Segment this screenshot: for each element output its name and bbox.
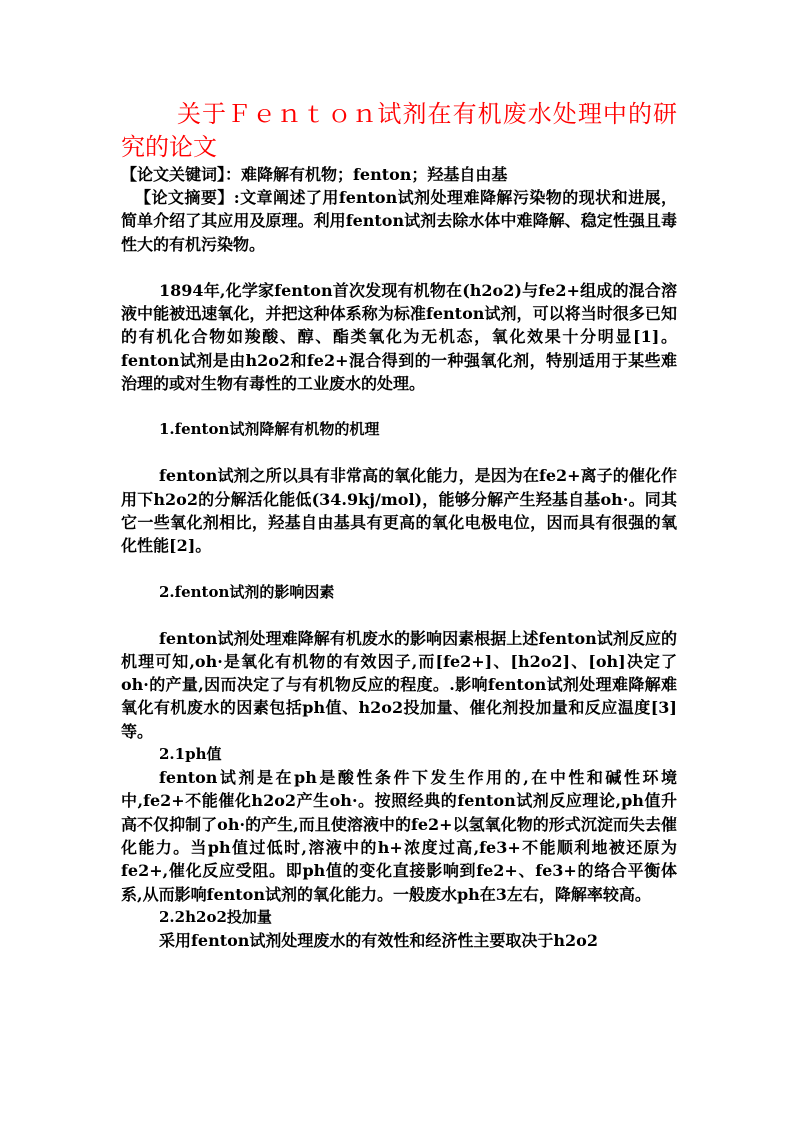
section-2-heading: 2.fenton试剂的影响因素 — [159, 582, 335, 601]
subsection-2-1-paragraph: fenton试剂是在ph是酸性条件下发生作用的,在中性和碱性环境中,fe2+不能催化h2o2产生oh·。按照经典的fenton试剂反应理论,ph值升高不仅抑制了oh·的产生,而且使溶液中的fe2+以氢氧化物的形式沉淀而失去催化能力。当ph值过低时,溶液中的h+浓度过高,fe3+不能顺利地被还原为fe2+,催化反应受阻。即ph值的变化直接影响到fe2+、fe3+的络合平衡体系,从而影响fenton试剂的氧化能力。一般废水ph在3左右，降解率较高。 — [121, 768, 677, 904]
subsection-2-2-paragraph: 采用fenton试剂处理废水的有效性和经济性主要取决于h2o2 — [159, 930, 598, 950]
keywords-line: 【论文关键词】：难降解有机物；fenton；羟基自由基 — [121, 165, 508, 184]
intro-paragraph: 1894年,化学家fenton首次发现有机物在(h2o2)与fe2+组成的混合溶液中能被迅速氧化，并把这种体系称为标准fenton试剂，可以将当时很多已知的有机化合物如羧酸、醇、酯类氧化为无机态，氧化效果十分明显[1]。fenton试剂是由h2o2和fe2+混合得到的一种强氧化剂，特别适用于某些难治理的或对生物有毒性的工业废水的处理。 — [121, 280, 677, 394]
section-2-paragraph: fenton试剂处理难降解有机废水的影响因素根据上述fenton试剂反应的机理可知,oh·是氧化有机物的有效因子,而[fe2+]、[h2o2]、[oh]决定了oh·的产量,因而决定了与有机物反应的程度。.影响fenton试剂处理难降解难氧化有机废水的因素包括ph值、h2o2投加量、催化剂投加量和反应温度[3]等。 — [121, 628, 677, 741]
subsection-2-2-heading: 2.2h2o2投加量 — [159, 907, 272, 926]
subsection-2-1-heading: 2.1ph值 — [159, 745, 222, 764]
section-1-heading: 1.fenton试剂降解有机物的机理 — [159, 420, 380, 439]
spacer — [121, 395, 677, 418]
section-1-paragraph: fenton试剂之所以具有非常高的氧化能力，是因为在fe2+离子的催化作用下h2o2的分解活化能低(34.9kj/mol)，能够分解产生羟基自基oh·。同其它一些氧化剂相比，羟基自由基具有更高的氧化电极电位，因而具有很强的氧化性能[2]。 — [121, 466, 677, 556]
spacer — [121, 441, 677, 464]
document-title: 关于Ｆｅｎｔｏｎ试剂在有机废水处理中的研究的论文 — [121, 100, 677, 161]
spacer — [121, 558, 677, 581]
abstract-paragraph: 【论文摘要】:文章阐述了用fenton试剂处理难降解污染物的现状和进展，简单介绍了其应用及原理。利用fenton试剂去除水体中难降解、稳定性强且毒性大的有机污染物。 — [121, 188, 677, 254]
spacer — [121, 256, 677, 279]
spacer — [121, 604, 677, 627]
document-page — [121, 98, 677, 952]
